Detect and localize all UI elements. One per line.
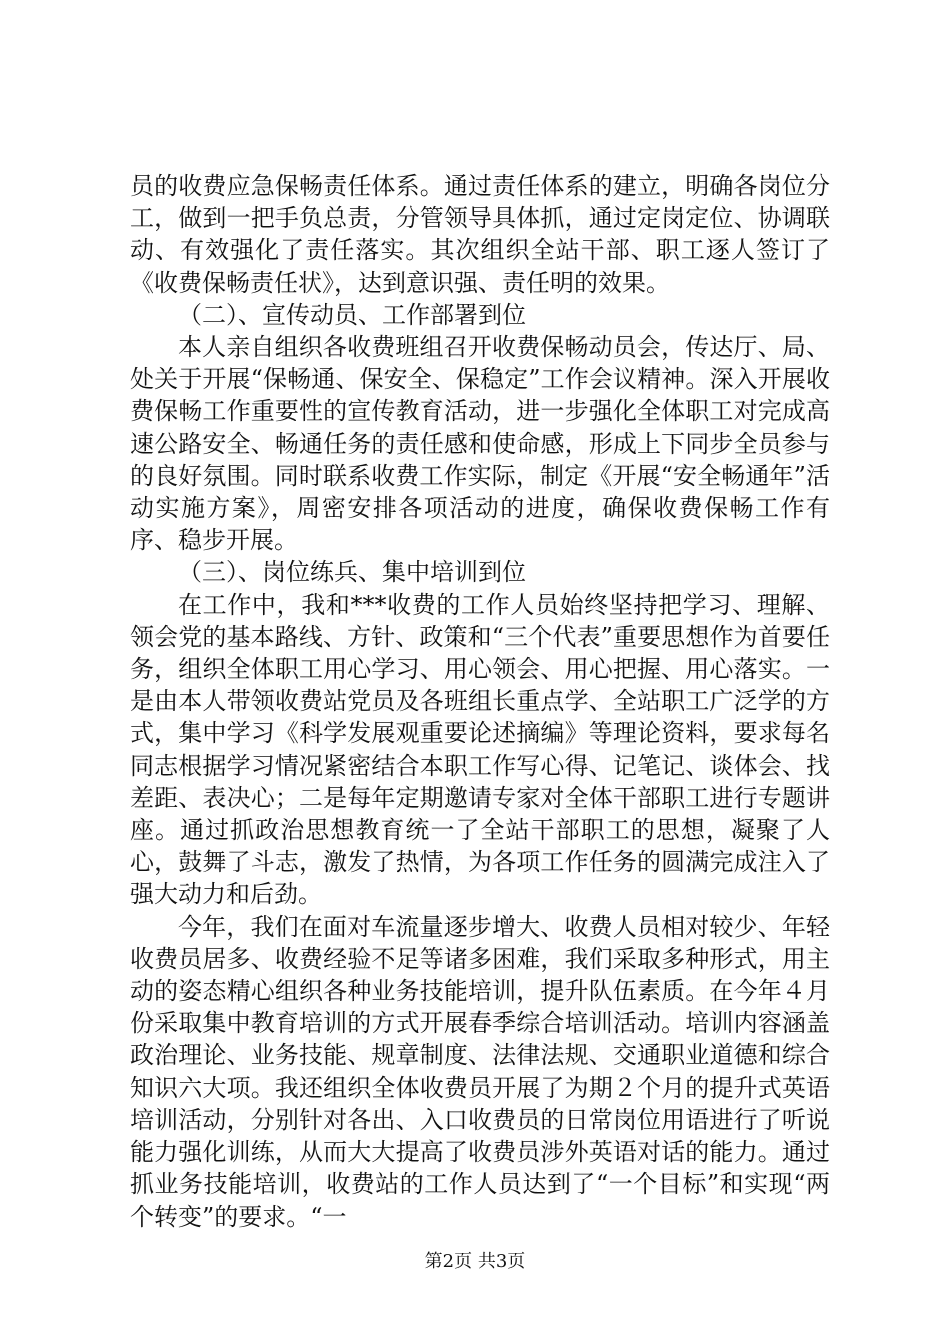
paragraph-3: 在工作中，我和***收费的工作人员始终坚持把学习、理解、领会党的基本路线、方针、政策和“三个代表”重要思想作为首要任务，组织全体职工用心学习、用心领会、用心把握、用心落实。一是由本人带领收费站党员及各班组长重点学、全站职工广泛学的方式，集中学习《科学发展观重要论述摘编》等理论资料，要求每名同志根据学习情况紧密结合本职工作写心得、记笔记、谈体会、找差距、表决心；二是每年定期邀请专家对全体干部职工进行专题讲座。通过抓政治思想教育统一了全站干部职工的思想，凝聚了人心，鼓舞了斗志，激发了热情，为各项工作任务的圆满完成注入了强大动力和后劲。: [130, 590, 830, 909]
section-heading-2: （二）、宣传动员、工作部署到位: [178, 300, 526, 329]
paragraph-1: 员的收费应急保畅责任体系。通过责任体系的建立，明确各岗位分工，做到一把手负总责，分管领导具体抓，通过定岗定位、协调联动、有效强化了责任落实。其次组织全站干部、职工逐人签订了《收费保畅责任状》，达到意识强、责任明的效果。: [130, 172, 830, 297]
paragraph-4: 今年，我们在面对车流量逐步增大、收费人员相对较少、年轻收费员居多、收费经验不足等诸多困难，我们采取多种形式，用主动的姿态精心组织各种业务技能培训，提升队伍素质。在今年４月份采取集中教育培训的方式开展春季综合培训活动。培训内容涵盖政治理论、业务技能、规章制度、法律法规、交通职业道德和综合知识六大项。我还组织全体收费员开展了为期２个月的提升式英语培训活动，分别针对各出、入口收费员的日常岗位用语进行了听说能力强化训练，从而大大提高了收费员涉外英语对话的能力。通过抓业务技能培训，收费站的工作人员达到了“一个目标”和实现“两个转变”的要求。“一: [130, 912, 830, 1231]
paragraph-2: 本人亲自组织各收费班组召开收费保畅动员会，传达厅、局、处关于开展“保畅通、保安全、保稳定”工作会议精神。深入开展收费保畅工作重要性的宣传教育活动，进一步强化全体职工对完成高速公路安全、畅通任务的责任感和使命感，形成上下同步全员参与的良好氛围。同时联系收费工作实际，制定《开展“安全畅通年”活动实施方案》，周密安排各项活动的进度，确保收费保畅工作有序、稳步开展。: [130, 333, 830, 555]
page-footer: 第2页 共3页: [424, 1251, 526, 1272]
section-heading-3: （三）、岗位练兵、集中培训到位: [178, 558, 526, 587]
document-body: [130, 170, 830, 1233]
